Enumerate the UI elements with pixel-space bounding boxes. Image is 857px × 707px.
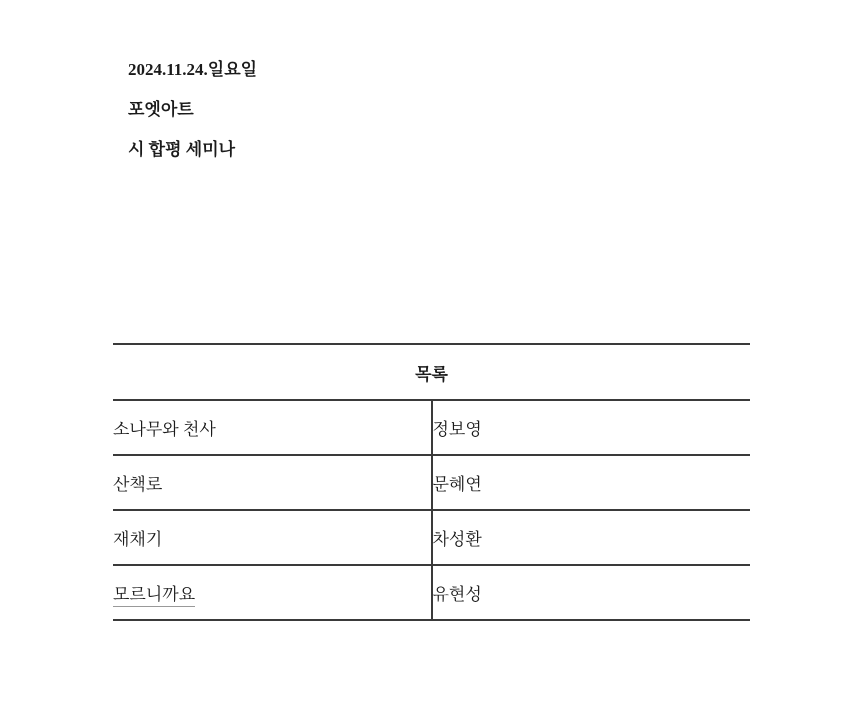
seminar-title-text: 시 합평 세미나 [128,140,236,159]
organization-text: 포엣아트 [128,100,194,119]
author-name: 정보영 [432,420,482,439]
author-name: 유현성 [432,585,482,604]
table-caption: 목록 [113,344,750,400]
date-text: 2024.11.24.일요일 [128,60,258,79]
table-row [113,565,750,620]
document-header [128,58,257,178]
table-row [113,400,750,455]
author-cell [432,510,751,565]
author-cell [432,455,751,510]
author-name: 차성환 [432,530,482,549]
poem-title: 소나무와 천사 [113,420,216,439]
author-cell [432,400,751,455]
table-caption-row [113,344,750,400]
table-row [113,455,750,510]
poem-title: 재채기 [113,530,163,549]
poem-title-cell [113,510,432,565]
poem-title-cell [113,565,432,620]
author-name: 문혜연 [432,475,482,494]
poem-title: 산책로 [113,475,163,494]
poem-title: 모르니까요 [113,585,195,607]
contents-table [113,343,750,621]
author-cell [432,565,751,620]
table-row [113,510,750,565]
poem-title-cell [113,455,432,510]
poem-title-cell [113,400,432,455]
